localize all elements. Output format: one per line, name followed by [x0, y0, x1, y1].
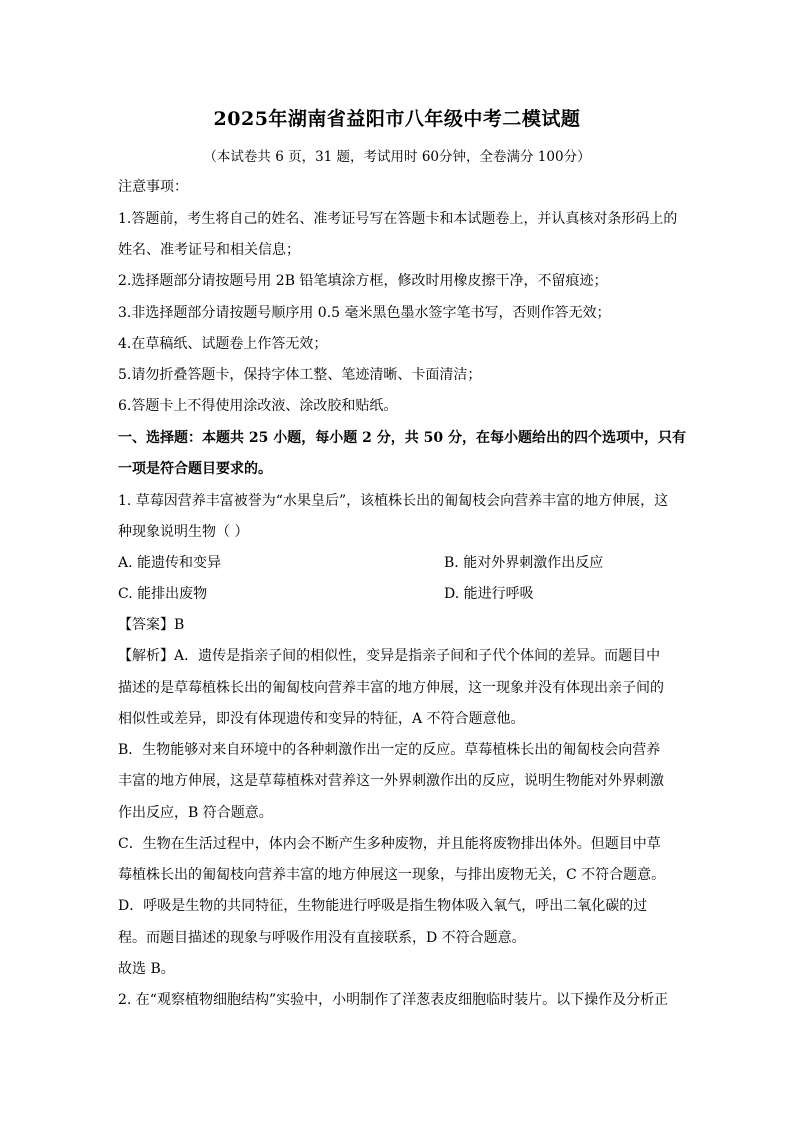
page-subtitle: （本试卷共 6 页，31 题，考试用时 60分钟，全卷满分 100分） — [203, 149, 591, 165]
option-c: C. 能排出废物 — [118, 586, 208, 602]
analysis-line: C．生物在生活过程中，体内会不断产生多种废物，并且能将废物排出体外。但题目中草 — [118, 836, 661, 852]
note-line: 4.在草稿纸、试题卷上作答无效； — [118, 336, 328, 352]
page-title: 2025年湖南省益阳市八年级中考二模试题 — [213, 108, 581, 130]
analysis-line: B．生物能够对来自环境中的各种刺激作出一定的反应。草莓植株长出的匍匐枝会向营养 — [118, 742, 661, 758]
note-line: 姓名、准考证号和相关信息； — [118, 242, 300, 258]
note-line: 5.请勿折叠答题卡，保持字体工整、笔迹清晰、卡面清洁； — [118, 367, 482, 383]
analysis-line: 作出反应，B 符合题意。 — [118, 805, 273, 821]
question-stem: 2. 在“观察植物细胞结构”实验中，小明制作了洋葱表皮细胞临时装片。以下操作及分析正 — [118, 992, 669, 1008]
note-line: 2.选择题部分请按题号用 2B 铅笔填涂方框，修改时用橡皮擦干净，不留痕迹； — [118, 273, 608, 289]
conclusion-line: 故选 B。 — [118, 961, 175, 977]
analysis-line: 【解析】A．遗传是指亲子间的相似性，变异是指亲子间和子代个体间的差异。而题目中 — [118, 648, 661, 664]
option-b: B. 能对外界刺激作出反应 — [444, 555, 604, 571]
question-stem: 1. 草莓因营养丰富被誉为“水果皇后”，该植株长出的匍匐枝会向营养丰富的地方伸展，这 — [118, 493, 669, 509]
section-heading: 一项是符合题目要求的。 — [118, 461, 272, 477]
analysis-line: 描述的是草莓植株长出的匍匐枝向营养丰富的地方伸展，这一现象并没有体现出亲子间的 — [118, 680, 664, 696]
question-stem: 种现象说明生物（ ） — [118, 524, 249, 540]
note-line: 3.非选择题部分请按题号顺序用 0.5 毫米黑色墨水签字笔书写，否则作答无效； — [118, 305, 611, 321]
note-line: 1.答题前，考生将自己的姓名、准考证号写在答题卡和本试题卷上，并认真核对条形码上的 — [118, 211, 678, 227]
option-d: D. 能进行呼吸 — [444, 586, 534, 602]
note-line: 6.答题卡上不得使用涂改液、涂改胶和贴纸。 — [118, 398, 398, 414]
analysis-line: 丰富的地方伸展，这是草莓植株对营养这一外界刺激作出的反应，说明生物能对外界刺激 — [118, 773, 664, 789]
section-heading: 一、选择题：本题共 25 小题，每小题 2 分，共 50 分，在每小题给出的四个选项中，只有 — [118, 430, 686, 446]
option-a: A. 能遗传和变异 — [118, 555, 222, 571]
notes-heading: 注意事项： — [118, 179, 188, 195]
analysis-line: 莓植株长出的匍匐枝向营养丰富的地方伸展这一现象，与排出废物无关，C 不符合题意。 — [118, 867, 666, 883]
answer-line: 【答案】B — [118, 617, 185, 633]
analysis-line: 程。而题目描述的现象与呼吸作用没有直接联系，D 不符合题意。 — [118, 930, 526, 946]
analysis-line: D．呼吸是生物的共同特征，生物能进行呼吸是指生物体吸入氧气，呼出二氧化碳的过 — [118, 898, 648, 914]
analysis-line: 相似性或差异，即没有体现遗传和变异的特征，A 不符合题意他。 — [118, 711, 525, 727]
